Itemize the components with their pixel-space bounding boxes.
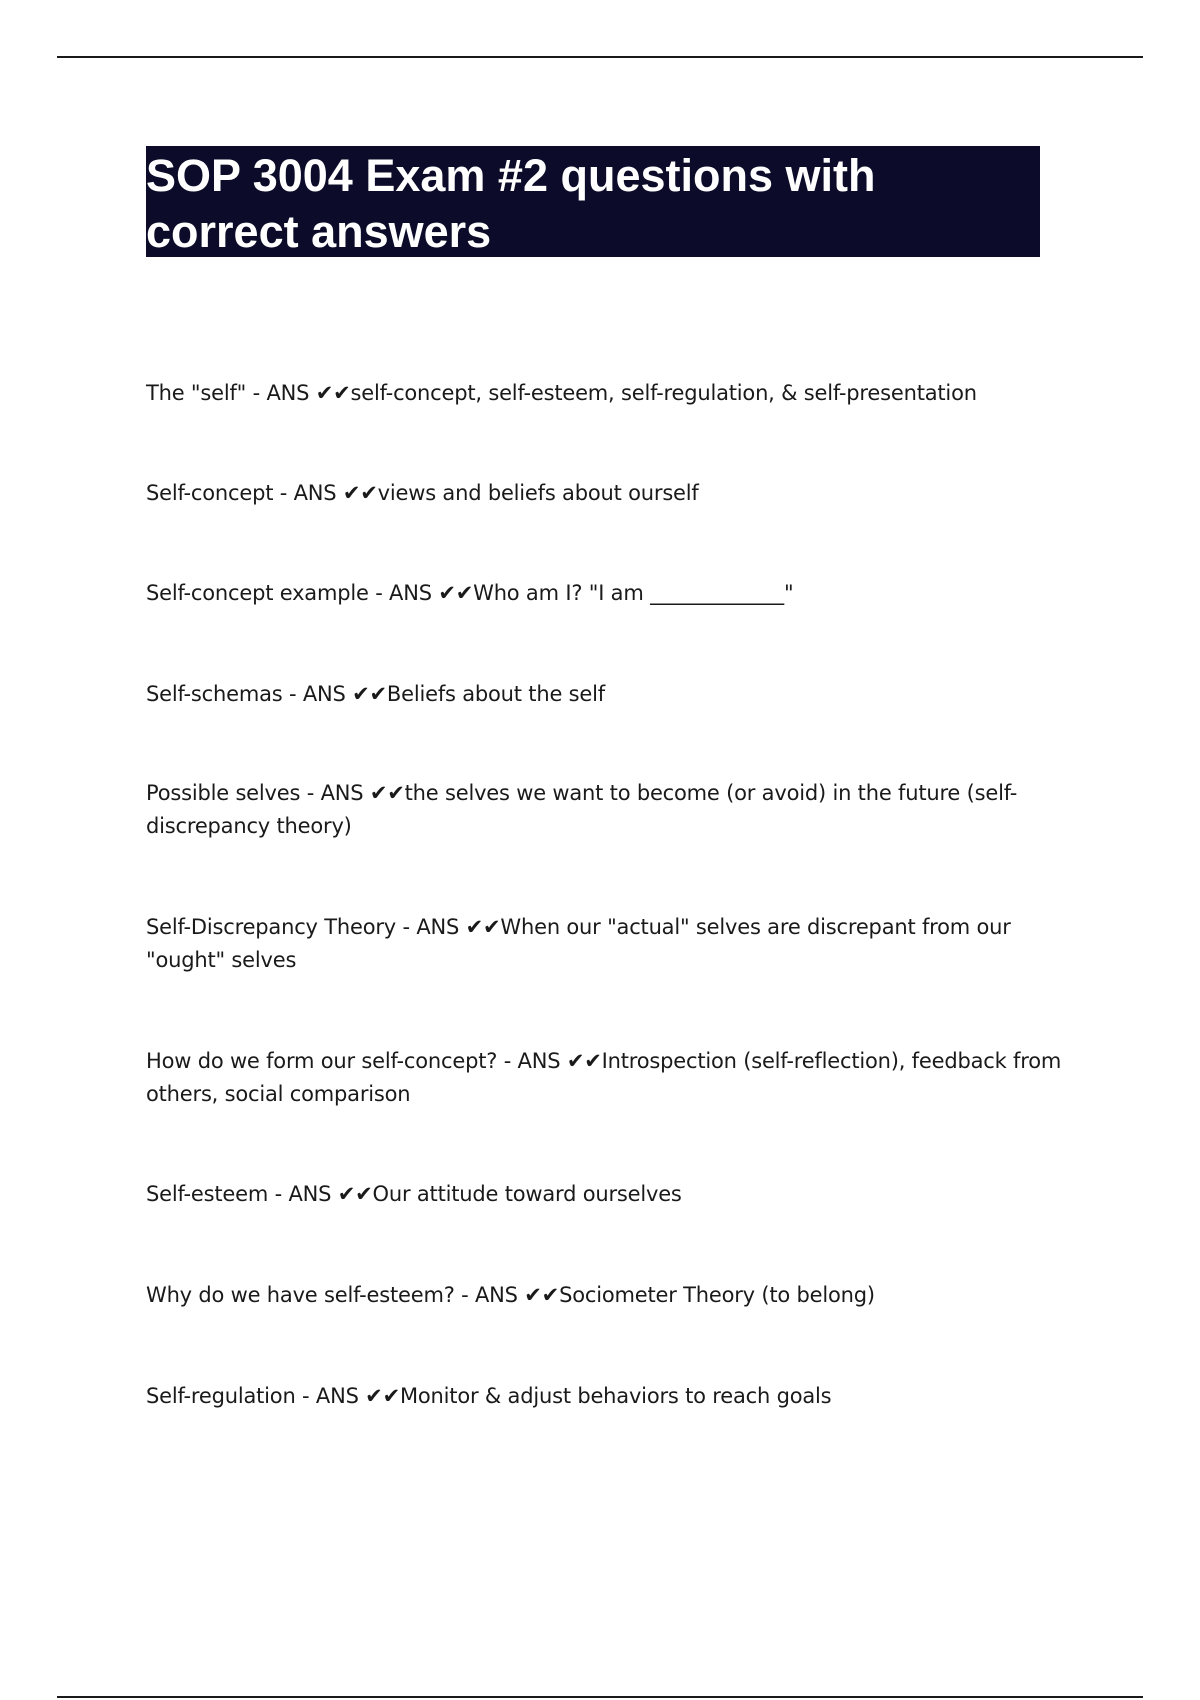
qa-answer: Beliefs about the self [386,682,605,706]
footer-rule [57,1696,1143,1698]
qa-question: Self-esteem [146,1182,269,1206]
qa-separator: - ANS ✔✔ [268,1182,373,1206]
qa-item [146,1045,1076,1111]
qa-answer: When our "actual" selves are discrepant from our "ought" selves [146,915,1011,972]
qa-separator: - ANS ✔✔ [273,481,378,505]
qa-answer: the selves we want to become (or avoid) in the future (self-discrepancy theory) [146,781,1018,838]
qa-answer: Our attitude toward ourselves [372,1182,682,1206]
qa-item [146,678,1076,711]
qa-item [146,477,1076,510]
qa-separator: - ANS ✔✔ [246,381,351,405]
qa-question: How do we form our self-concept? [146,1049,498,1073]
page-title: SOP 3004 Exam #2 questions with correct answers [146,150,876,257]
qa-question: The "self" [146,381,247,405]
qa-item [146,377,1076,410]
qa-answer: Who am I? "I am _____________" [473,581,794,605]
qa-item [146,577,1076,610]
title-banner [146,146,1040,257]
qa-answer: Introspection (self-reflection), feedback from others, social comparison [146,1049,1062,1106]
qa-question: Self-schemas [146,682,283,706]
qa-question: Possible selves [146,781,301,805]
qa-separator: - ANS ✔✔ [300,781,405,805]
qa-question: Self-regulation [146,1384,296,1408]
qa-item [146,1279,1076,1312]
qa-separator: - ANS ✔✔ [497,1049,602,1073]
qa-answer: self-concept, self-esteem, self-regulation, & self-presentation [350,381,977,405]
qa-question: Self-Discrepancy Theory [146,915,397,939]
qa-answer: Sociometer Theory (to belong) [559,1283,875,1307]
qa-item [146,1380,1076,1413]
qa-item [146,911,1076,977]
qa-separator: - ANS ✔✔ [295,1384,400,1408]
qa-item [146,777,1076,843]
qa-separator: - ANS ✔✔ [454,1283,560,1307]
qa-question: Why do we have self-esteem? [146,1283,455,1307]
qa-separator: - ANS ✔✔ [368,581,474,605]
qa-separator: - ANS ✔✔ [282,682,387,706]
header-rule [57,56,1143,58]
qa-question: Self-concept example [146,581,369,605]
qa-answer: Monitor & adjust behaviors to reach goals [399,1384,832,1408]
qa-answer: views and beliefs about ourself [377,481,699,505]
qa-question: Self-concept [146,481,274,505]
qa-item [146,1178,1076,1211]
qa-separator: - ANS ✔✔ [396,915,501,939]
